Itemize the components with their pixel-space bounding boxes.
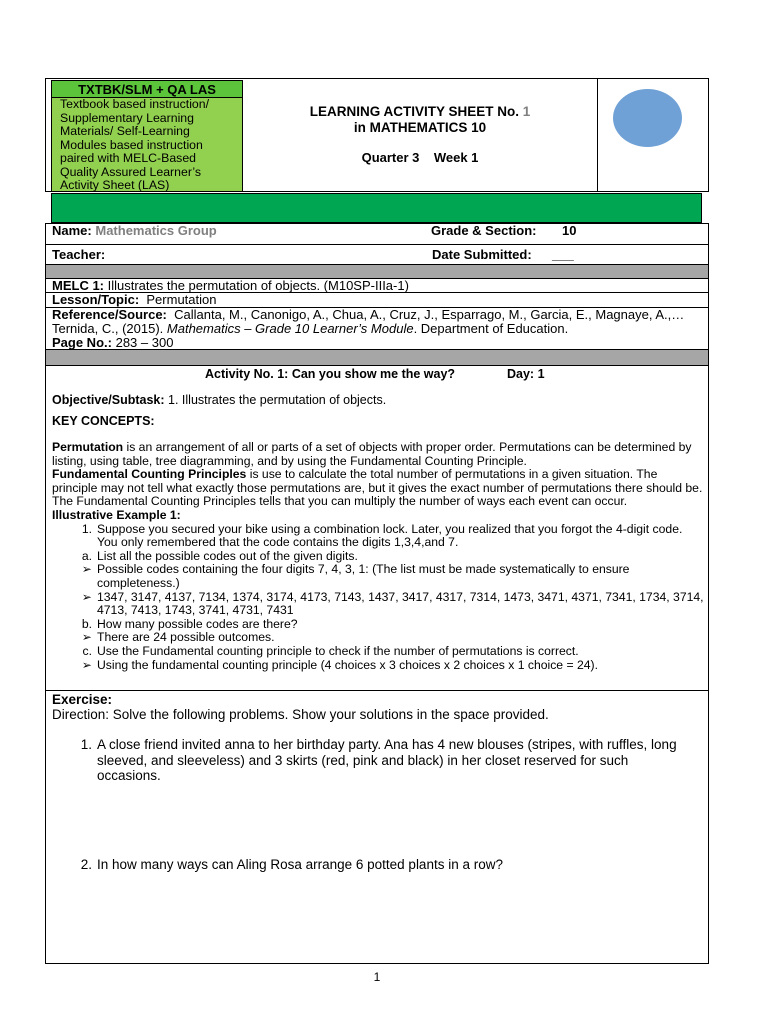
ref-title: Mathematics – Grade 10 Learner’s Module — [166, 321, 414, 336]
problem-2 — [52, 857, 692, 873]
sheet-number: 1 — [522, 104, 531, 119]
name-value: Mathematics Group — [95, 223, 217, 238]
name-row — [45, 223, 709, 245]
date-label: Date Submitted: — [432, 247, 532, 262]
tag-label: TXTBK/SLM + QA LAS — [51, 80, 243, 98]
direction-value: Solve the following problems. Show your solutions in the space provided. — [109, 707, 549, 722]
exercise-title: Exercise: — [52, 692, 113, 707]
activity-day: Day: 1 — [507, 367, 545, 381]
tag-description: Textbook based instruction/ Supplementary Learning Materials/ Self-Learning Modules based instruction paired with MELC-Based Quality Assured Learner’s Activity Sheet (LAS) — [51, 97, 243, 192]
concepts-text — [52, 441, 704, 672]
melc-label: MELC 1: — [52, 278, 104, 293]
fcp-term: Fundamental Counting Principles — [52, 467, 247, 482]
teacher-row — [45, 245, 709, 265]
problem-1 — [52, 737, 692, 784]
key-concepts-heading: KEY CONCEPTS: — [52, 414, 155, 428]
fcp-definition — [52, 468, 704, 509]
topic-row — [45, 293, 709, 308]
activity-title: Activity No. 1: Can you show me the way? — [205, 367, 456, 381]
list-item: ➢ Possible codes containing the four digits 7, 4, 3, 1: (The list must be made systematically to ensure completeness.) — [81, 562, 630, 590]
melc-row — [45, 279, 709, 293]
example-title: Illustrative Example 1: — [52, 507, 181, 522]
permutation-term: Permutation — [52, 440, 124, 454]
page-label: Page No.: — [52, 335, 112, 350]
green-bar — [51, 193, 702, 223]
list-item: c. Use the Fundamental counting principle to check if the number of permutations is correct. — [82, 643, 579, 658]
objective — [52, 393, 386, 407]
permutation-def: is an arrangement of all or parts of a set of objects with proper order. Permutations can be determined by listing, using table, tree diagramming, and by using the Fundamental Counting Principle. — [52, 440, 692, 468]
exercise-divider — [45, 690, 709, 691]
list-item: ➢ 1347, 3147, 4137, 7134, 1374, 3174, 4173, 7143, 1437, 3417, 4317, 7314, 1473, 3471, 4371, 7341, 1734, 3714, 4713, 7413, 1743, 3741, 4731, 7431 — [81, 589, 704, 618]
gray-separator-2 — [45, 350, 709, 366]
date-value: ___ — [552, 247, 574, 262]
fcp-def: is use to calculate the total number of permutations in a given situation. The principle may not tell what exactly those permutations are, but it gives the exact number of permutations there should be. The Fundamental Counting Principles tells that you can multiply the number of ways each event can occur. — [52, 467, 703, 509]
ref-authors: Callanta, M., Canonigo, A., Chua, A., Cruz, J., Esparrago, M., Garcia, E., Magnaye, A.,…Ternida, C., (2015). — [52, 307, 685, 336]
list-item: 1. Suppose you secured your bike using a combination lock. Later, you realized that you forgot the 4-digit code. You only remembered that the code contains the digits 1,3,4,and 7. — [81, 521, 683, 550]
example-list — [52, 523, 704, 673]
week: Week 1 — [433, 150, 479, 165]
list-item: a. List all the possible codes out of the given digits. — [81, 548, 358, 563]
grade-value: 10 — [562, 223, 577, 238]
objective-value: 1. Illustrates the permutation of objects. — [168, 393, 387, 407]
name-label: Name: — [52, 223, 92, 238]
topic-label: Lesson/Topic: — [52, 292, 140, 307]
ref-label: Reference/Source: — [52, 307, 167, 322]
grade-label: Grade & Section: — [431, 223, 537, 238]
quarter-week — [244, 150, 596, 165]
list-item: ➢ Using the fundamental counting principle (4 choices x 3 choices x 2 choices x 1 choice = 24). — [81, 657, 598, 672]
permutation-definition — [52, 441, 704, 468]
exercise-direction — [52, 707, 549, 722]
header-divider — [597, 78, 598, 192]
ref-publisher: . Department of Education. — [413, 321, 569, 336]
logo-circle — [613, 89, 682, 147]
teacher-label: Teacher: — [52, 247, 106, 262]
list-item: 1. A close friend invited anna to her birthday party. Ana has 4 new blouses (stripes, with ruffles, long sleeved, and sleeveless) and 3 skirts (red, pink and black) in her closet reserved for such occasions. — [80, 737, 677, 783]
topic-value: Permutation — [146, 292, 217, 307]
list-item: 2. In how many ways can Aling Rosa arrange 6 potted plants in a row? — [80, 857, 503, 872]
sheet-title — [244, 104, 596, 136]
subject: in MATHEMATICS 10 — [353, 120, 487, 135]
direction-label: Direction: — [52, 707, 110, 722]
gray-separator-1 — [45, 265, 709, 279]
list-item: ➢ There are 24 possible outcomes. — [81, 630, 275, 645]
objective-label: Objective/Subtask: — [52, 393, 165, 407]
page-value: 283 – 300 — [115, 335, 174, 350]
page-number: 1 — [373, 970, 381, 984]
title-prefix: LEARNING ACTIVITY SHEET No. — [309, 104, 523, 119]
quarter: Quarter 3 — [361, 150, 420, 165]
reference-row — [45, 308, 709, 350]
melc-value: Illustrates the permutation of objects. (M10SP-IIIa-1) — [107, 278, 409, 293]
list-item: b. How many possible codes are there? — [81, 616, 298, 631]
